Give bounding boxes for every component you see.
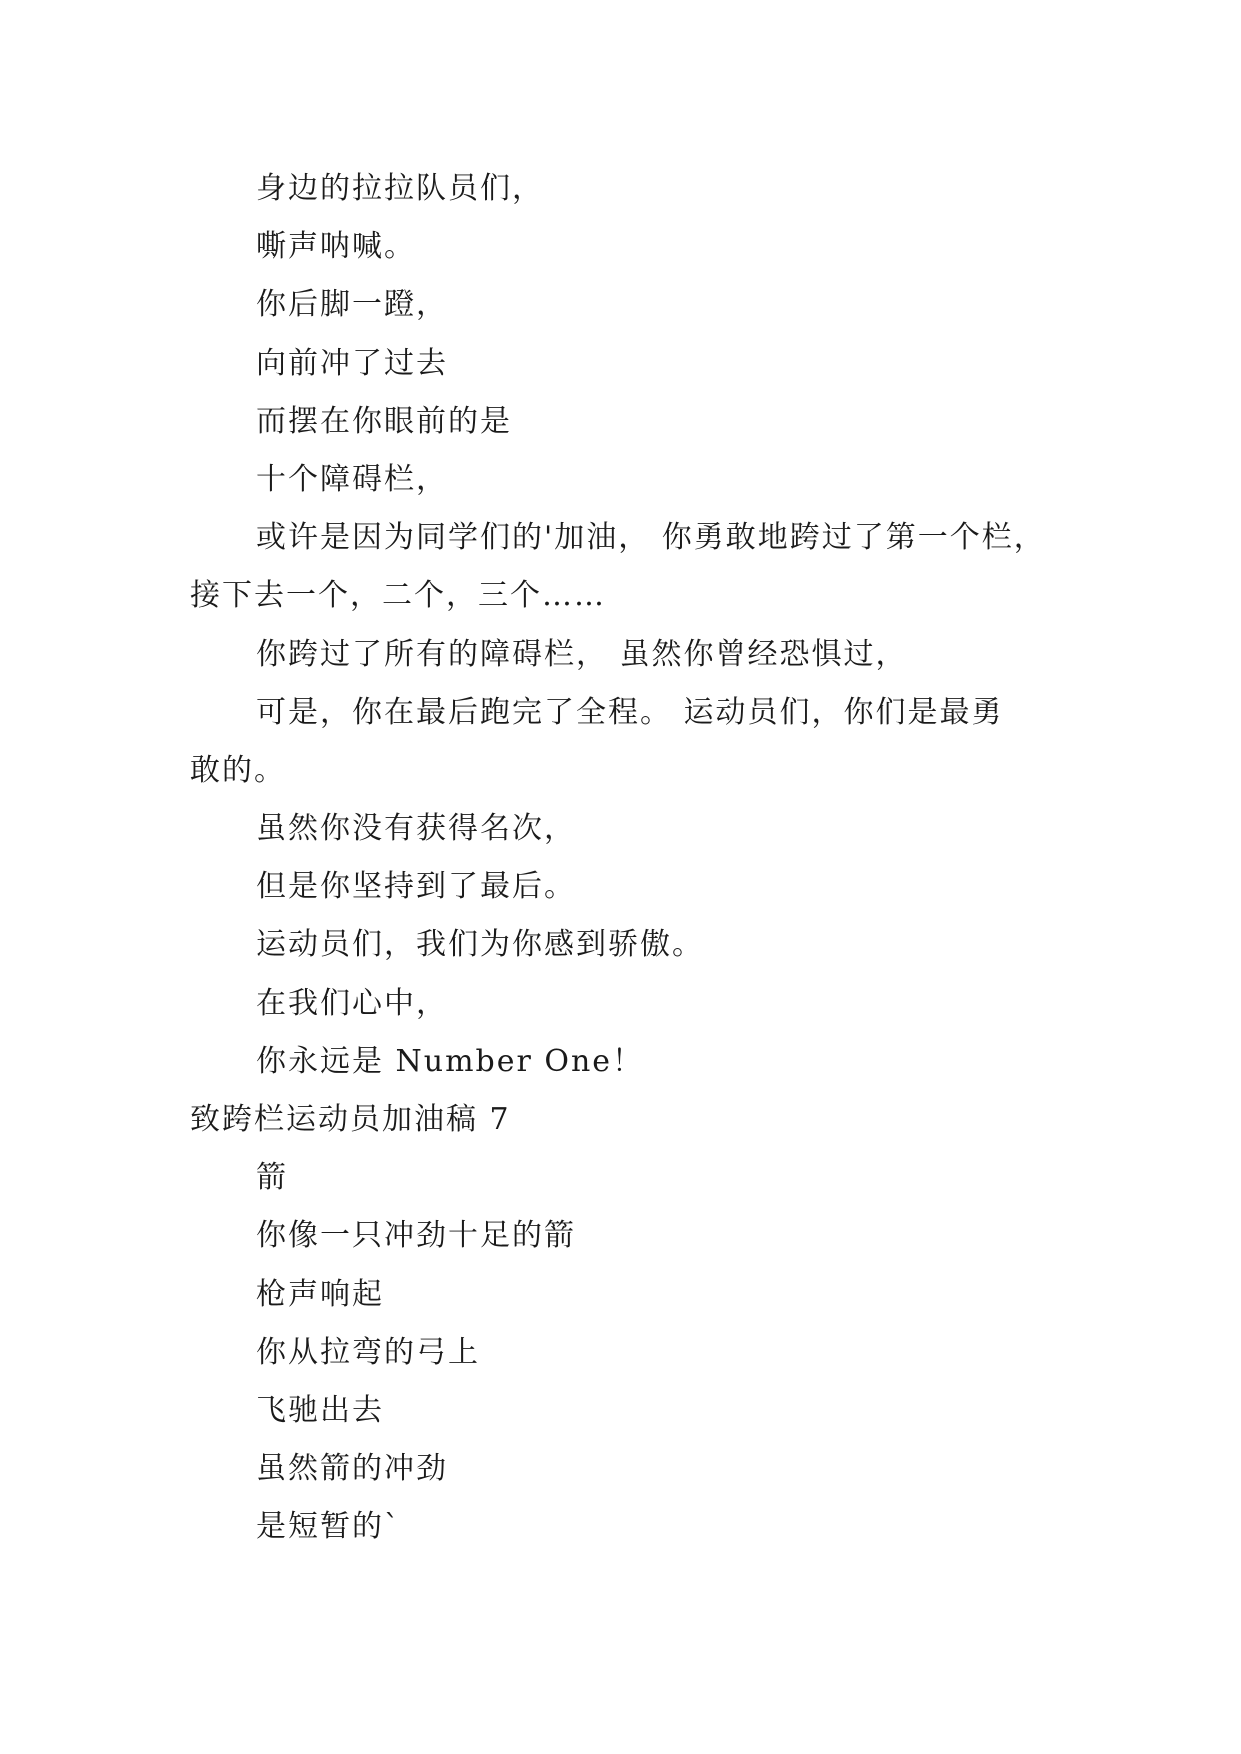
text-line: 运动员们，我们为你感到骄傲。 [256,927,704,963]
text-line: 嘶声呐喊。 [256,229,416,265]
text-line: 敢的。 [190,752,286,788]
text-line: 枪声响起 [256,1276,384,1312]
text-line: 或许是因为同学们的'加油， 你勇敢地跨过了第一个栏， [256,520,1046,556]
text-line: 在我们心中， [256,985,448,1021]
text-line: 十个障碍栏， [256,461,448,497]
document-body [190,160,1070,1557]
text-line: 飞驰出去 [256,1392,384,1428]
text-line: 向前冲了过去 [256,345,448,381]
text-line: 虽然你没有获得名次， [256,811,576,847]
text-line: 可是，你在最后跑完了全程。 运动员们，你们是最勇 [256,694,1004,730]
text-line: 是短暂的` [256,1509,401,1545]
text-line: 而摆在你眼前的是 [256,403,512,439]
text-line: 你从拉弯的弓上 [256,1334,480,1370]
text-line: 你后脚一蹬， [256,287,448,323]
text-line: 你像一只冲劲十足的箭 [256,1218,576,1254]
text-line: 箭 [256,1160,288,1196]
text-line: 你跨过了所有的障碍栏， 虽然你曾经恐惧过， [256,636,908,672]
text-line: 你永远是 Number One！ [256,1043,645,1079]
text-line: 但是你坚持到了最后。 [256,869,576,905]
section-title: 致跨栏运动员加油稿 7 [190,1102,511,1137]
text-line: 身边的拉拉队员们， [256,171,544,206]
text-line: 虽然箭的冲劲 [256,1451,448,1487]
text-line: 接下去一个，二个，三个…… [190,578,606,614]
